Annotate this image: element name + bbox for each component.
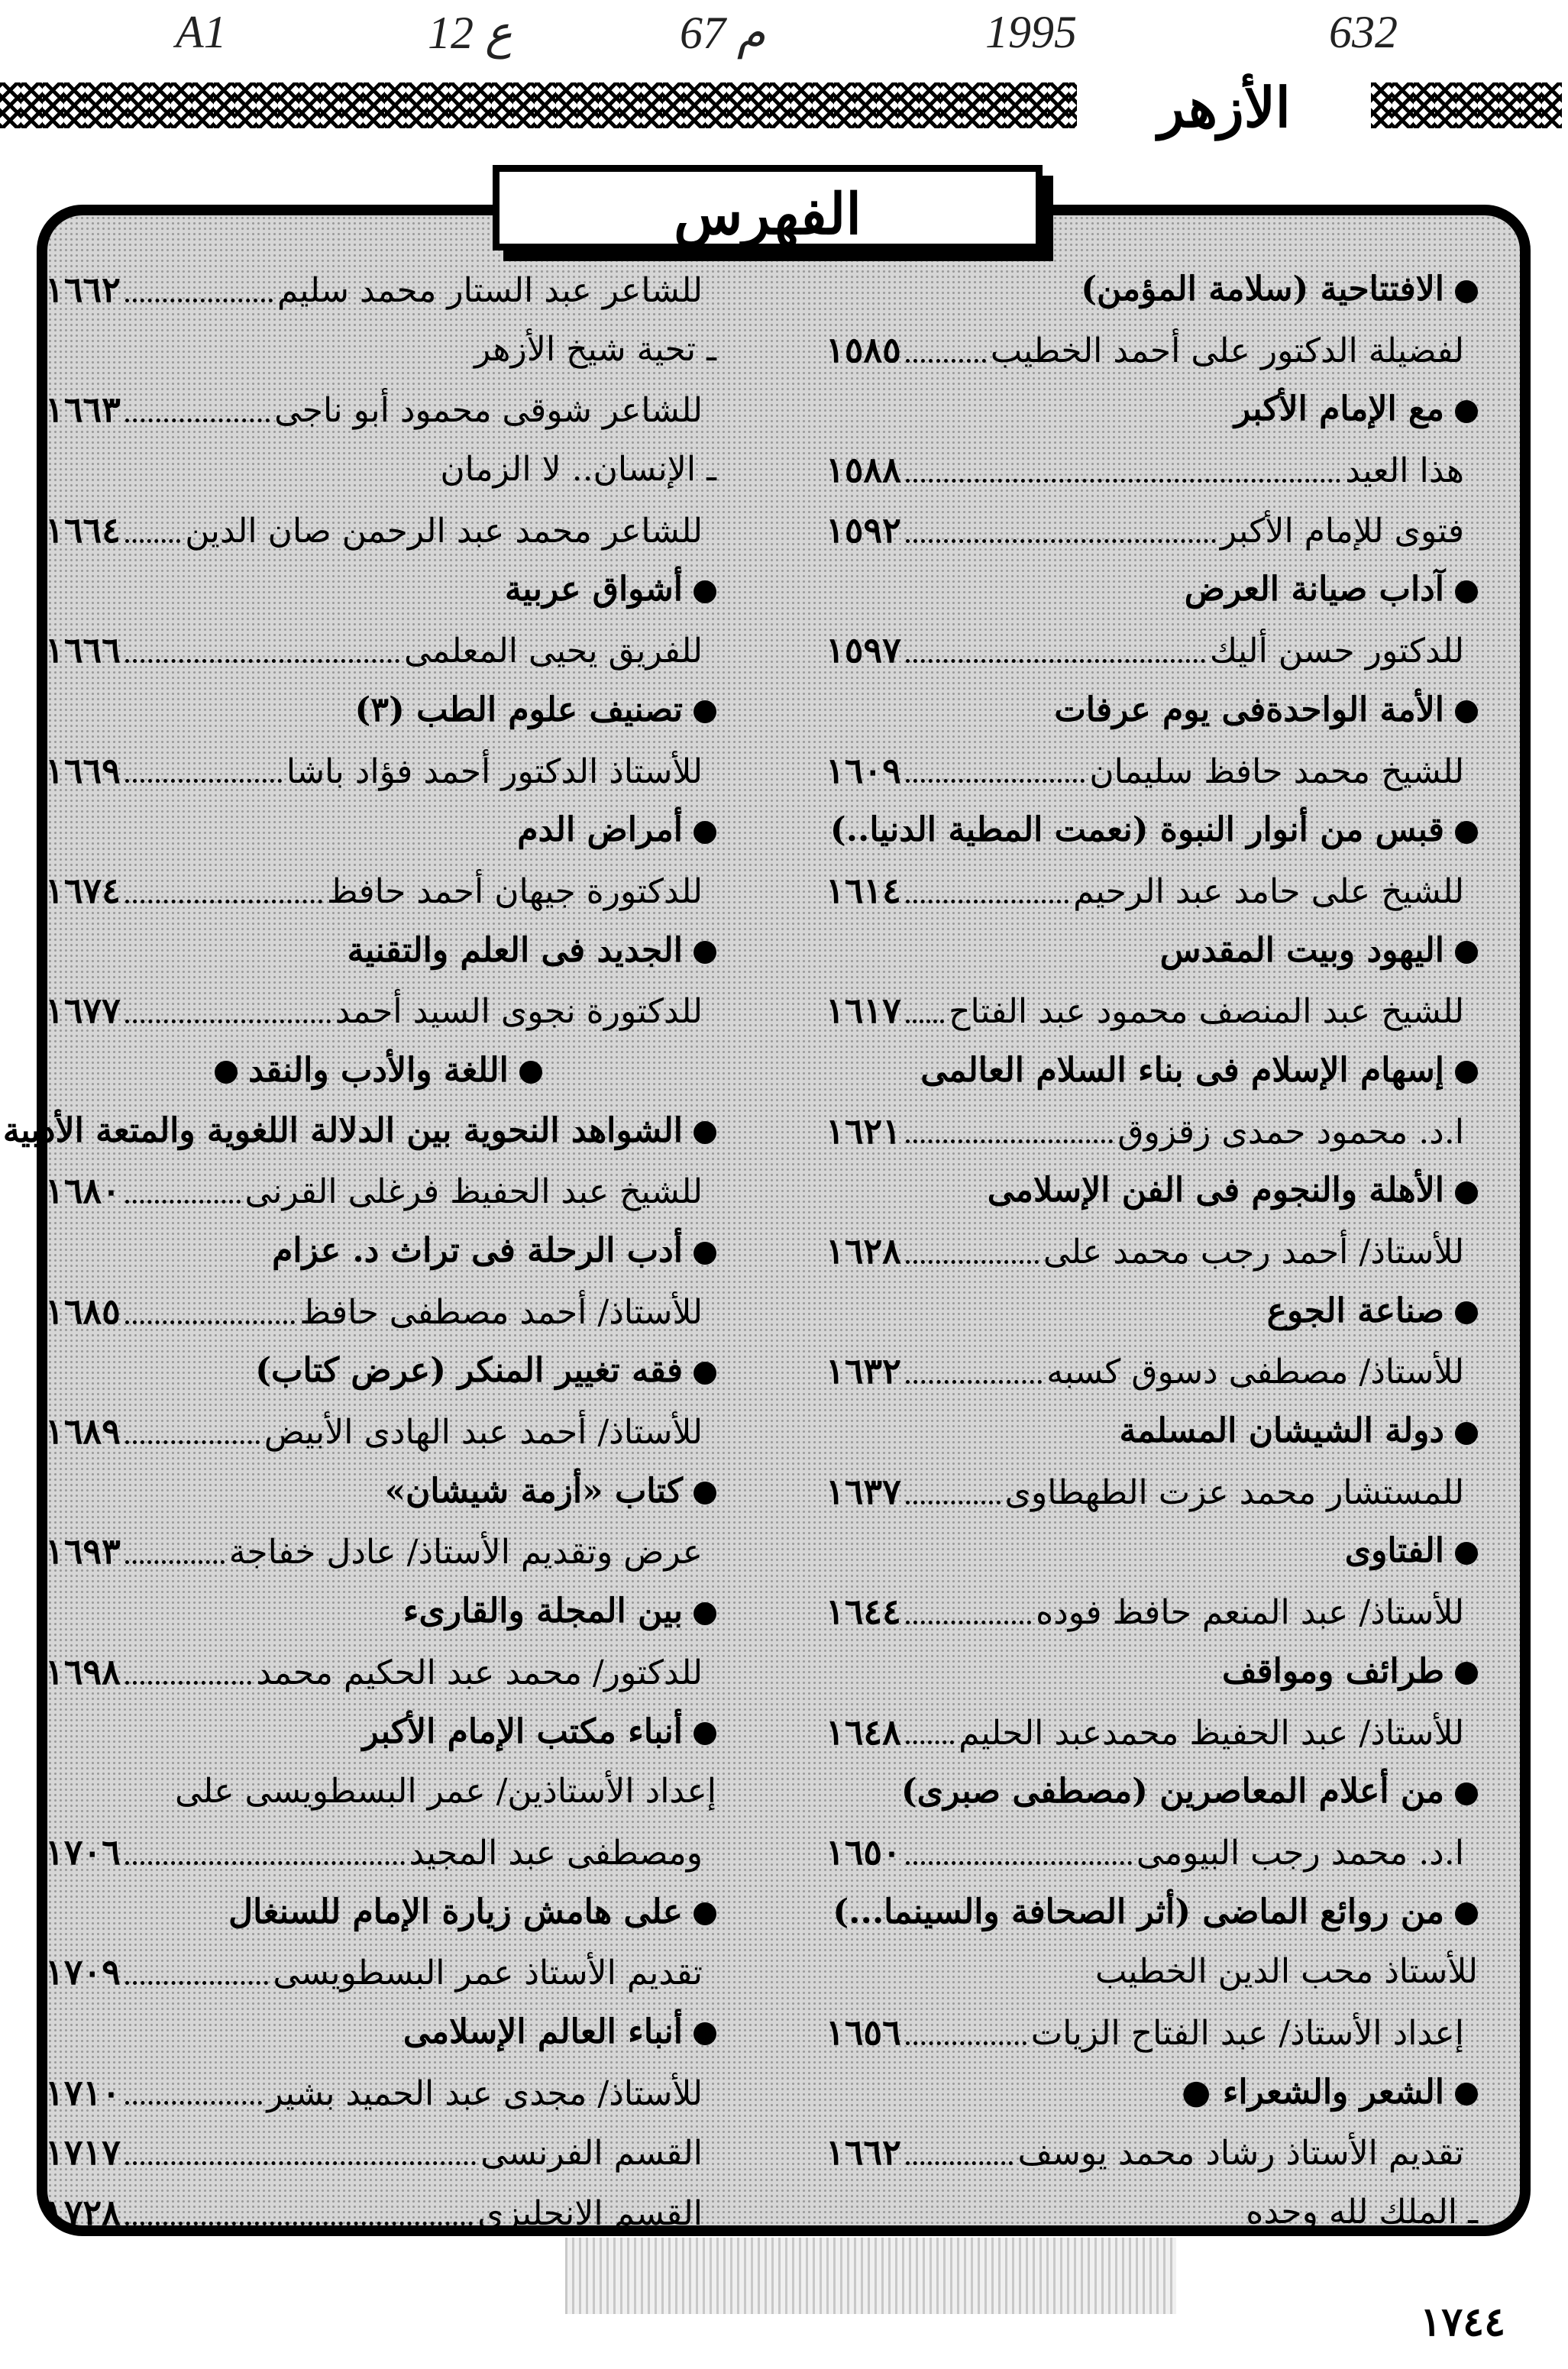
entry-author: للأستاذ/ مصطفى دسوق كسبه — [1046, 1353, 1464, 1392]
index-entry — [40, 861, 716, 921]
dot-leader — [906, 1861, 1132, 1865]
handwritten-note: A1 — [176, 7, 227, 57]
heading-text: دولة الشيشان المسلمة — [1119, 1411, 1444, 1451]
index-entry — [821, 500, 1478, 561]
entry-author: تقديم الأستاذ عمر البسطويسى — [273, 1954, 703, 1993]
heading-text: أنباء العالم الإسلامى — [403, 2012, 683, 2051]
entry-author: إعداد الأستاذ/ عبد الفتاح الزيات — [1030, 2013, 1464, 2053]
bullet-icon — [1455, 941, 1478, 964]
heading-text: الافتتاحية (سلامة المؤمن) — [1081, 270, 1444, 309]
entry-author: عرض وتقديم الأستاذ/ عادل خفاجة — [228, 1533, 703, 1572]
bullet-icon — [693, 580, 716, 603]
heading-text: طرائف ومواقف — [1222, 1651, 1444, 1691]
index-entry — [40, 1521, 716, 1582]
heading-text: أشواق عربية — [504, 570, 683, 609]
bullet-icon — [693, 1121, 716, 1144]
index-entry — [821, 2002, 1478, 2063]
entry-page-number: ١٧١٠ — [45, 2071, 121, 2113]
index-entry — [821, 620, 1478, 680]
bullet-icon — [693, 2022, 716, 2045]
dot-leader — [906, 1020, 944, 1023]
bullet-icon — [693, 1362, 716, 1385]
heading-text: أنباء مكتب الإمام الأكبر — [362, 1711, 683, 1751]
index-heading — [821, 260, 1478, 320]
index-heading — [40, 1883, 716, 1943]
dot-leader — [906, 1139, 1114, 1143]
entry-page-number: ١٦٦٢ — [45, 269, 121, 310]
handwritten-note: 67 م — [680, 8, 766, 58]
entry-author: للشاعر محمد عبد الرحمن صان الدين — [185, 511, 703, 551]
ornament-pattern — [1371, 82, 1562, 128]
subline-text: للأستاذ محب الدين الخطيب — [1094, 1952, 1478, 1992]
heading-text: أمراض الدم — [517, 810, 683, 850]
entry-author: للشيخ عبد الحفيظ فرغلى القرنى — [244, 1172, 703, 1212]
index-heading — [821, 2063, 1478, 2123]
index-heading — [821, 680, 1478, 741]
index-entry — [821, 320, 1478, 380]
entry-author: للدكتور/ محمد عبد الحكيم محمد — [256, 1653, 703, 1692]
dot-leader — [125, 900, 322, 903]
index-entry — [821, 1702, 1478, 1763]
entry-page-number: ١٦٠٩ — [826, 749, 901, 791]
index-entry — [821, 440, 1478, 500]
index-entry — [821, 1822, 1478, 1883]
bullet-icon — [1455, 700, 1478, 723]
dot-leader — [125, 1440, 260, 1444]
index-subline — [821, 2183, 1478, 2243]
index-entry — [821, 2122, 1478, 2183]
index-column-right — [821, 260, 1478, 2232]
handwritten-note: 632 — [1329, 7, 1398, 57]
entry-page-number: ١٧١٧ — [45, 2131, 121, 2173]
entry-author: للشيخ عبد المنصف محمود عبد الفتاح — [949, 992, 1464, 1032]
section-text: اللغة والأدب والنقد — [248, 1050, 509, 1090]
entry-page-number: ١٦٥٦ — [826, 2011, 901, 2053]
dot-leader — [906, 779, 1085, 783]
heading-text: الأهلة والنجوم فى الفن الإسلامى — [987, 1171, 1444, 1210]
entry-page-number: ١٦٩٣ — [45, 1530, 121, 1572]
index-heading — [821, 1521, 1478, 1582]
entry-page-number: ١٦٥٠ — [826, 1831, 901, 1873]
heading-text: اليهود وبيت المقدس — [1159, 930, 1444, 970]
index-subline — [40, 440, 716, 500]
entry-author: للدكتورة نجوى السيد أحمد — [335, 992, 703, 1032]
bullet-icon — [693, 1902, 716, 1925]
entry-page-number: ١٥٩٢ — [826, 509, 901, 551]
dot-leader — [906, 1740, 954, 1744]
entry-author: للأستاذ/ أحمد رجب محمد على — [1043, 1233, 1464, 1272]
index-column-left — [2, 260, 716, 2233]
index-entry — [40, 1401, 716, 1462]
index-heading — [40, 1221, 716, 1281]
entry-author: القسم الانجليزى — [477, 2194, 703, 2233]
subline-text: ـ الملك لله وحده — [1246, 2193, 1478, 2232]
dot-leader — [125, 779, 282, 783]
heading-text: آداب صيانة العرض — [1184, 570, 1444, 609]
dot-leader — [125, 1981, 268, 1985]
index-heading — [821, 1281, 1478, 1342]
index-entry — [40, 741, 716, 801]
bullet-icon — [1455, 1181, 1478, 1204]
entry-page-number: ١٦٦٣ — [45, 389, 121, 431]
dot-leader — [125, 419, 270, 422]
bullet-icon — [1455, 2083, 1478, 2106]
heading-text: من أعلام المعاصرين (مصطفى صبرى) — [900, 1772, 1444, 1811]
dot-leader — [906, 1380, 1042, 1384]
entry-author: للأستاذ/ عبد الحفيظ محمدعبد الحليم — [959, 1713, 1464, 1753]
entry-page-number: ١٦٦٦ — [45, 629, 121, 671]
heading-text: إسهام الإسلام فى بناء السلام العالمى — [920, 1050, 1444, 1090]
index-entry — [40, 1642, 716, 1702]
index-subline — [821, 1942, 1478, 2002]
dot-leader — [125, 1681, 252, 1685]
entry-page-number: ١٦٢٨ — [826, 1230, 901, 1272]
handwritten-note: 12 ع — [428, 8, 512, 58]
index-heading — [821, 1642, 1478, 1702]
dot-leader — [906, 1621, 1031, 1624]
page-number: ١٧٤٤ — [1420, 2299, 1505, 2345]
index-entry — [821, 981, 1478, 1041]
entry-page-number: ١٦٤٨ — [826, 1711, 901, 1753]
index-entry — [40, 2183, 716, 2243]
index-heading — [821, 921, 1478, 981]
index-heading — [821, 1883, 1478, 1943]
heading-text: الفتاوى — [1344, 1531, 1444, 1571]
dot-leader — [125, 1320, 295, 1324]
bullet-icon — [1455, 1782, 1478, 1805]
index-entry — [821, 1221, 1478, 1281]
index-heading — [40, 1462, 716, 1522]
bullet-icon — [1455, 1061, 1478, 1084]
index-entry — [40, 981, 716, 1041]
dot-leader — [125, 2101, 263, 2105]
bullet-icon — [693, 821, 716, 844]
dot-leader — [906, 2161, 1014, 2165]
bullet-icon — [693, 700, 716, 723]
dot-leader — [125, 1200, 241, 1204]
bullet-icon — [1455, 1301, 1478, 1324]
entry-author: للشيخ محمد حافظ سليمان — [1089, 751, 1464, 791]
entry-page-number: ١٦٧٤ — [45, 869, 121, 911]
entry-page-number: ١٦٩٨ — [45, 1650, 121, 1692]
entry-page-number: ١٧٢٨ — [45, 2192, 121, 2233]
bullet-icon — [693, 1482, 716, 1504]
bullet-icon — [693, 1602, 716, 1625]
index-heading — [40, 560, 716, 620]
entry-page-number: ١٧٠٦ — [45, 1831, 121, 1873]
dot-leader — [125, 659, 399, 663]
entry-author: القسم الفرنسى — [480, 2134, 703, 2173]
heading-text: على هامش زيارة الإمام للسنغال — [228, 1892, 683, 1931]
entry-page-number: ١٦٨٥ — [45, 1290, 121, 1332]
bullet-icon — [1455, 280, 1478, 303]
entry-author: للأستاذ/ مجدى عبد الحميد بشير — [267, 2073, 703, 2113]
dot-leader — [125, 1560, 225, 1564]
bullet-icon — [519, 1061, 542, 1084]
entry-author: تقديم الأستاذ رشاد محمد يوسف — [1017, 2134, 1464, 2173]
heading-text: فقه تغيير المنكر (عرض كتاب) — [255, 1351, 683, 1391]
subline-text: ـ الإنسان.. لا الزمان — [440, 450, 716, 490]
entry-page-number: ١٦٢١ — [826, 1110, 901, 1152]
heading-text: مع الإمام الأكبر — [1234, 389, 1444, 429]
entry-author: للشاعر شوقى محمود أبو ناجى — [274, 391, 703, 431]
index-entry — [821, 1101, 1478, 1162]
index-heading — [821, 1041, 1478, 1101]
entry-author: للشيخ على حامد عبد الرحيم — [1073, 871, 1464, 911]
ornament-pattern — [0, 82, 1077, 128]
entry-author: هذا العيد — [1345, 451, 1464, 491]
entry-author: للأستاذ/ أحمد عبد الهادى الأبيض — [263, 1413, 703, 1453]
page-scrap — [565, 2238, 1176, 2314]
entry-page-number: ١٦٤٤ — [826, 1591, 901, 1633]
bullet-icon — [1455, 1662, 1478, 1685]
dot-leader — [125, 1861, 405, 1865]
heading-text: الشواهد النحوية بين الدلالة اللغوية والمتعة الأدبية — [2, 1110, 683, 1150]
index-title: الفهرس — [493, 165, 1043, 250]
index-heading — [40, 2002, 716, 2063]
index-heading — [40, 1702, 716, 1763]
entry-author: للدكتورة جيهان أحمد حافظ — [326, 871, 703, 911]
index-heading — [40, 921, 716, 981]
dot-leader — [906, 479, 1340, 483]
index-entry — [40, 500, 716, 561]
heading-text: صناعة الجوع — [1266, 1291, 1444, 1330]
heading-text: أدب الرحلة فى تراث د. عزام — [272, 1231, 683, 1270]
dot-leader — [906, 900, 1069, 903]
subline-text: ـ تحية شيخ الأزهر — [474, 329, 716, 369]
bullet-icon — [1455, 580, 1478, 603]
index-heading — [40, 1341, 716, 1401]
index-heading — [821, 380, 1478, 440]
bullet-icon — [1455, 821, 1478, 844]
dot-leader — [906, 2041, 1026, 2045]
entry-author: للمستشار محمد عزت الطهطاوى — [1004, 1472, 1464, 1512]
entry-page-number: ١٦١٧ — [826, 990, 901, 1032]
dot-leader — [906, 539, 1216, 543]
entry-page-number: ١٦٣٧ — [826, 1470, 901, 1512]
dot-leader — [906, 359, 986, 363]
heading-text: الأمة الواحدةفى يوم عرفات — [1054, 690, 1444, 729]
index-heading — [821, 560, 1478, 620]
index-entry — [40, 380, 716, 440]
index-heading — [821, 800, 1478, 861]
index-heading — [40, 800, 716, 861]
subline-text: إعداد الأستاذين/ عمر البسطويسى على — [175, 1772, 716, 1811]
handwritten-note: 1995 — [985, 7, 1077, 57]
dot-leader — [125, 2161, 476, 2165]
dot-leader — [125, 2222, 473, 2225]
index-entry — [40, 620, 716, 680]
entry-page-number: ١٦٣٢ — [826, 1350, 901, 1392]
entry-author: للفريق يحيى المعلمى — [404, 632, 703, 671]
dot-leader — [125, 1020, 331, 1023]
index-entry — [40, 1822, 716, 1883]
index-entry — [821, 1462, 1478, 1522]
entry-author: للشاعر عبد الستار محمد سليم — [276, 271, 703, 310]
index-heading — [2, 1101, 716, 1162]
bullet-icon — [1455, 400, 1478, 423]
index-heading — [821, 1401, 1478, 1462]
index-entry — [821, 1582, 1478, 1642]
index-heading — [821, 1161, 1478, 1221]
index-entry — [40, 2122, 716, 2183]
entry-page-number: ١٦٦٢ — [826, 2131, 901, 2173]
entry-page-number: ١٧٠٩ — [45, 1951, 121, 1993]
index-entry — [821, 1341, 1478, 1401]
entry-author: لفضيلة الدكتور على أحمد الخطيب — [990, 331, 1464, 370]
dot-leader — [906, 659, 1205, 663]
bullet-icon — [1455, 1542, 1478, 1565]
index-subline — [40, 1762, 716, 1822]
index-subline — [40, 320, 716, 380]
bullet-icon — [693, 1722, 716, 1745]
index-section-heading — [40, 1041, 716, 1101]
entry-author: ا.د. محمد رجب البيومى — [1136, 1833, 1464, 1873]
index-heading — [40, 680, 716, 741]
heading-text: الشعر والشعراء ● — [1182, 2072, 1444, 2112]
entry-author: للأستاذ الدكتور أحمد فؤاد باشا — [286, 751, 703, 791]
entry-page-number: ١٦٧٧ — [45, 990, 121, 1032]
bullet-icon — [1455, 1422, 1478, 1445]
entry-author: للأستاذ/ عبد المنعم حافظ فوده — [1036, 1593, 1464, 1633]
bullet-icon — [1455, 1902, 1478, 1925]
heading-text: من روائع الماضى (أثر الصحافة والسينما...) — [832, 1892, 1444, 1931]
entry-page-number: ١٥٩٧ — [826, 629, 901, 671]
entry-page-number: ١٥٨٨ — [826, 449, 901, 491]
entry-page-number: ١٦٨٩ — [45, 1411, 121, 1453]
entry-page-number: ١٦٦٩ — [45, 749, 121, 791]
journal-title: الأزهر — [1087, 66, 1362, 150]
entry-page-number: ١٦١٤ — [826, 869, 901, 911]
page-header — [0, 66, 1568, 150]
heading-text: بين المجلة والقارىء — [403, 1592, 683, 1631]
index-heading — [821, 1762, 1478, 1822]
index-entry — [821, 861, 1478, 921]
dot-leader — [906, 1260, 1039, 1264]
index-entry — [40, 1942, 716, 2002]
entry-author: ومصطفى عبد المجيد — [409, 1833, 703, 1873]
heading-text: تصنيف علوم الطب (٣) — [354, 690, 683, 729]
dot-leader — [125, 539, 180, 543]
heading-text: الجديد فى العلم والتقنية — [347, 930, 683, 970]
dot-leader — [906, 1501, 1001, 1504]
heading-text: قبس من أنوار النبوة (نعمت المطية الدنيا..) — [829, 810, 1444, 850]
index-entry — [40, 2063, 716, 2123]
handwritten-annotations — [0, 6, 1568, 67]
bullet-icon — [693, 941, 716, 964]
entry-author: للأستاذ/ أحمد مصطفى حافظ — [299, 1292, 703, 1332]
dot-leader — [125, 299, 273, 302]
entry-page-number: ١٦٨٠ — [45, 1170, 121, 1212]
index-heading — [40, 1582, 716, 1642]
entry-author: ا.د. محمود حمدى زقزوق — [1117, 1112, 1464, 1152]
index-entry — [821, 741, 1478, 801]
index-entry — [40, 1281, 716, 1342]
index-entry — [40, 1161, 716, 1221]
bullet-icon — [215, 1061, 238, 1084]
entry-author: للدكتور حسن أليك — [1209, 632, 1464, 671]
heading-text: كتاب «أزمة شيشان» — [384, 1471, 683, 1511]
index-entry — [40, 260, 716, 320]
entry-page-number: ١٥٨٥ — [826, 328, 901, 370]
entry-page-number: ١٦٦٤ — [45, 509, 121, 551]
entry-author: فتوى للإمام الأكبر — [1220, 511, 1464, 551]
bullet-icon — [693, 1242, 716, 1265]
